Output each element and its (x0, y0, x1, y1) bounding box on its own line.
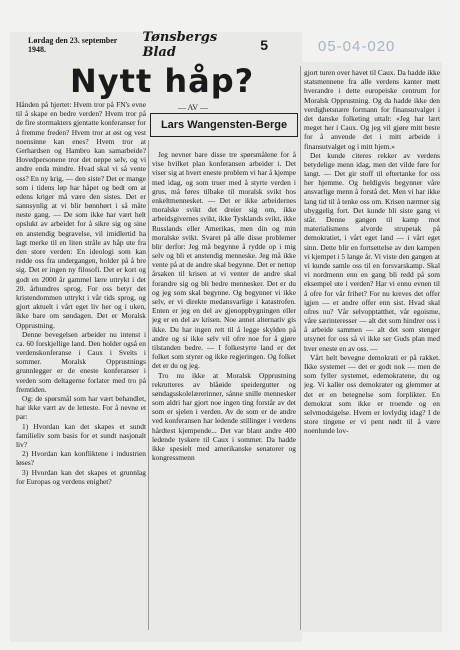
column-3 (304, 68, 440, 630)
newspaper-name: Tønsbergs Blad (142, 30, 218, 60)
paragraph: Vårt helt bevegne demokrati er på rakket. Ikke systemet — det er godt nok — men de som fyller systemet, edemokratene, du og jeg. Vi kaller oss demokrater og glemmer at det er en betegnelse som forplikter. En demokrat som ikke er troende og en selvmodsigelse. Hvem er lovlydig idag? I de store tingene er vi pent nødt til å være noenlunde lov- (304, 352, 440, 436)
paragraph: Og: de spørsmål som har vært behandlet, har ikke vært av de letteste. For å nevne et par: (16, 394, 146, 422)
paragraph: Tro nu ikke at Moralsk Opprustning rekrutteres av blåøide speidergutter og søndagsskolelærerinner, sånne snille mennesker som aldri har gjort noe ingen ting forstår av det som er sjelen i verden. Av de som er de andre ved konferansen har ledende stillinger i verdens hårdtest kjempende... Det var blant andre 400 ledende tyskere til Caux i sommer. Da hadde ikke spesielt med amerikanske senatorer og kongressmenn (152, 370, 296, 463)
paragraph: 1) Hvordan kan det skapes et sundt familieliv som basis for et sundt nasjonalt liv? (16, 421, 146, 449)
column-1 (16, 100, 146, 630)
byline: Lars Wangensten-Berge (150, 113, 298, 137)
handwritten-stamp: 05-04-020 (318, 38, 396, 55)
column-rule (300, 66, 301, 630)
masthead (28, 30, 268, 60)
headline: Nytt håp? (70, 62, 255, 100)
page-number: 5 (260, 37, 268, 53)
issue-date: Lørdag den 23. september 1948. (28, 36, 118, 54)
paragraph: Denne bevegelsen arbeider nu intenst i ca. 60 forskjellige land. Den holder også en verdenskonferanse i Caux i Sveits i sommer. Moralsk Opprustnings grunnlegger er de eneste konferanser i verden som deltagerne forlater med tro på fremtiden. (16, 329, 146, 394)
paragraph: 3) Hvordan kan det skapes et grunnlag for Europas og verdens enighet? (16, 467, 146, 486)
paragraph: gjort turen over havet til Caux. Da hadde ikke statsmennene fra alle verdens kanter møtt hverandre i dette europeiske centrum for Moralsk Opprustning. Og da hadde ikke den verdighetsnære formann for finansutvalget i det danske folketing uttalt: «Jeg har lært meget her i Caux. Og jeg vil gjøre mitt beste for å anvende det i mitt arbeide i finansutvalget og i mitt hjem.» (304, 68, 440, 151)
byline-prefix: — AV — (178, 103, 208, 112)
paragraph: Jeg nevner bare disse tre spørsmålene for å vise hvilket plan konferansen arbeider i. Det viser sig at hvert eneste problem vi har å kjempe med idag, og som truer med å styrte verden i grus, må føres tilbake til moralsk svikt hos enkeltmennesket. — Det er ikke arbeidernes moralske svikt det dreier sig om, ikke arbeidsgivernes svikt, ikke Tysklands svikt, ikke Russlands eller Amerikas, men din og min moralske svikt. Svaret på alle disse problemer blir derfor: Jeg må begynne å rydde op i mig selv og bli et anstendig menneske. Jeg må ikke vente på at de andre skal begynne. Det er nettop årsaken til krisen at vi venter de andre skal forandre sig og bli bedre mennesker. Det er du og jeg som skal begynne. Og begynner vi ikke selv, er vi direkte medansvarlige i katastrofen. Enten er jeg en del av gjenoppbygningen eller jeg er en del av krisen. Noe annet alternativ gis ikke. Du har ingen rett til å legge skylden på andre og si ikke selv vil ofre noe for å gjøre tilstanden bedre. — I folkestyrte land er det folket som styrer og ikke regjeringen. Og folket det er du og jeg. (152, 150, 296, 371)
paragraph: 2) Hvordan kan konfliktene i industrien løses? (16, 449, 146, 468)
paragraph: Det kunde citeres rekker av verdens betydelige menn idag, men det vilde føre for langt. — Det gir stoff til eftertanke for oss her hjemme. Og heldigvis begynner våre ansvarlige menn å forstå det. Men vi har ikke lang tid til å tenke oss om. Krisen nærmer sig ubyggelig fort. Det kunde bli siste gang vi står. Denne gangen til kamp mot materialismens alvorde strupetak på demokratiet, i vårt eget land — i vårt eget sinn. Dette blir en fortsettelse av den kampen vi kjempet i 5 lange år. Vi viste den gangen at vi kunde samle oss til en forsvarskamp. Skal vi nordmenn enn en gang bli redd på som eksempel ute i verden? Har vi ennu evnen til å ofre for vår frihet? For nu kreves det offer igjen — et andre offer enn sist. Hvad skal ofres nu? Vår selvopptatthet, vår egoisme, våre særinteresser — alt det som hindrer oss i å arbeide sammen — alt det som stenger utsynet for oss så vi ikke ser Guds plan med hver eneste en av oss. — (304, 150, 440, 353)
column-2 (152, 150, 296, 630)
paragraph: Hånden på hjertet: Hvem tror på FN's evne til å skape en bedre verden? Hvem tror på de fire stormakters gjentatte konferanser for å fremme freden? Hvem tror at øst og vest noensinne kan enes? Hvem tror at Gerhardsen og Hambro kan samarbeide? Hovedpersonene tror det neppe selv, og vi andre enda mindre. Hvad skal vi så vente oss? En ny krig, — den siste? Det er mange som i tidens løp har håpet og bedt om at edens kriger må være den sistes. Det er sannsynlig at vi blir bønnhørt i så måte neste gang. — De som ikke har vært helt opslukt av arbeidet for å sikre sig og sine en anstendig begravelse, vil imidlertid ha lagt merke til en liten stråle av håp ute fra den store verden: En ideologi som kan redde oss fra undergangen, holder på å bre sig. Det er ingen ny filosofi. Det er kort og godt en 2000 år gammel lære uttrykt i det 20. århundres sprog. For oss betyr det kristendommen uttrykt i vår tids sprog, og gjort aktuelt i vårt eget liv her og i uken, ikke bare om søndagen. Det er Moralsk Opprustning. (16, 100, 146, 330)
column-rule (148, 140, 149, 630)
